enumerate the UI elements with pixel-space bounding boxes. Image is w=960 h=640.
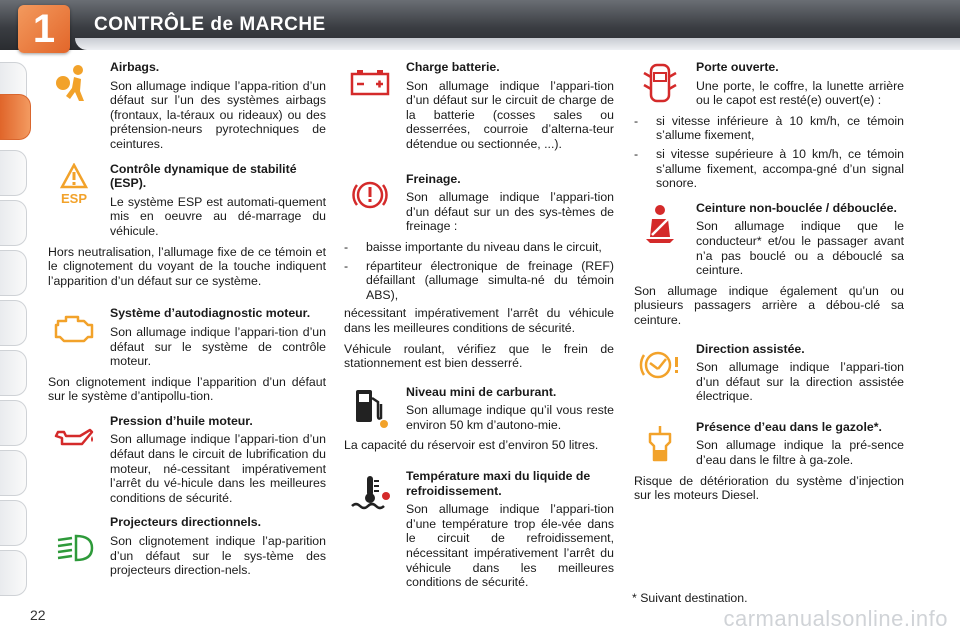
door-text: Une porte, le coffre, la lunette arrière ou le capot est resté(e) ouvert(e) : bbox=[696, 78, 904, 108]
side-tab-9[interactable] bbox=[0, 450, 27, 496]
fuel-text-2: La capacité du réservoir est d’environ 50 litres. bbox=[344, 438, 599, 453]
header-bar bbox=[0, 0, 960, 50]
esp-section bbox=[48, 162, 326, 289]
airbags-title: Airbags. bbox=[110, 60, 160, 74]
side-tab-10[interactable] bbox=[0, 500, 27, 546]
brakes-section bbox=[344, 172, 614, 371]
side-tab-active[interactable] bbox=[0, 94, 31, 140]
header-shine bbox=[75, 38, 960, 50]
esp-text-1: Le système ESP est automati-quement mis en oeuvre au dé-marrage du véhicule. bbox=[110, 194, 326, 238]
engine-title: Système d’autodiagnostic moteur. bbox=[110, 306, 311, 321]
brakes-text: Son allumage indique l’appari-tion d’un défaut sur un des sys-tèmes de freinage : bbox=[406, 190, 614, 234]
esp-text-2: Hors neutralisation, l’allumage fixe de ce témoin et le clignotement du voyant de la touche indiquent l’apparition d’un défaut sur ce système. bbox=[48, 244, 326, 288]
side-tab-5[interactable] bbox=[0, 250, 27, 296]
fuel-section bbox=[344, 385, 614, 453]
door-item-2: - si vitesse supérieure à 10 km/h, ce témoin s’allume fixement, accompa-gné d’un signal sonore. bbox=[634, 146, 904, 191]
side-tab-8[interactable] bbox=[0, 400, 27, 446]
steering-text: Son allumage indique l’appari-tion d’un défaut sur la direction assistée électrique. bbox=[696, 360, 904, 404]
oil-text: Son allumage indique l’appari-tion d’un défaut dans le circuit de lubrification du moteur, né-cessitant impérativement l’arrêt du vé-hicule dans les meilleures conditions de sécurité. bbox=[110, 432, 326, 505]
side-tab-11[interactable] bbox=[0, 550, 27, 596]
oil-title: Pression d’huile moteur. bbox=[110, 413, 253, 428]
page-number: 22 bbox=[30, 607, 46, 623]
headlamps-text: Son clignotement indique l’ap-parition d’un défaut sur le sys-tème des projecteurs direction-nels. bbox=[110, 534, 326, 578]
coolant-section bbox=[344, 469, 614, 590]
water-in-diesel-icon bbox=[634, 420, 686, 466]
oil-can-icon bbox=[48, 414, 100, 460]
engine-text-1: Son allumage indique l’appari-tion d’un défaut sur le système de contrôle moteur. bbox=[110, 324, 326, 369]
side-tab-7[interactable] bbox=[0, 350, 27, 396]
water-section bbox=[634, 420, 904, 503]
water-title: Présence d’eau dans le gazole*. bbox=[696, 419, 882, 434]
seatbelt-text: Son allumage indique que le conducteur* et/ou le passager avant n’a pas bouclé ou a débouclé sa ceinture. bbox=[696, 219, 904, 278]
door-item-1: - si vitesse inférieure à 10 km/h, ce témoin s’allume fixement, bbox=[634, 113, 904, 143]
steering-section bbox=[634, 342, 904, 404]
chapter-number: 1 bbox=[18, 5, 70, 53]
battery-text: Son allumage indique l’appari-tion d’un défaut sur le circuit de charge de la batterie (cosses sales ou desserrées, courroie d’alterna-teur détendue ou sectionnée, ...). bbox=[406, 78, 614, 151]
coolant-temperature-icon bbox=[344, 469, 396, 515]
seatbelt-section bbox=[634, 201, 904, 328]
airbags-text: Son allumage indique l’appa-rition d’un défaut sur l’un des systèmes airbags (frontaux, la-téraux ou rideaux) ou des prétension-neurs pyrotechniques de ceintures. bbox=[110, 78, 326, 151]
door-open-icon bbox=[634, 60, 686, 106]
engine-section bbox=[48, 306, 326, 404]
water-text-2: Risque de détérioration du système d’injection sur les moteurs Diesel. bbox=[634, 473, 904, 503]
seatbelt-title: Ceinture non-bouclée / débouclée. bbox=[696, 200, 897, 215]
footnote: * Suivant destination. bbox=[632, 591, 748, 605]
coolant-text: Son allumage indique l’appari-tion d’une température trop éle-vée dans le circuit de refroidissement, nécessitant impérativement l’arrêt du véhicule dans les meilleures conditions de sécurité. bbox=[406, 502, 614, 590]
esp-title: Contrôle dynamique de stabilité (ESP). bbox=[110, 161, 297, 191]
airbags-section bbox=[48, 60, 326, 152]
water-text: Son allumage indique la pré-sence d’eau dans le filtre à ga-zole. bbox=[696, 438, 904, 468]
brakes-item-1: - baisse importante du niveau dans le circuit, bbox=[344, 239, 602, 254]
fuel-pump-icon bbox=[344, 385, 396, 431]
watermark: carmanualsonline.info bbox=[723, 606, 948, 631]
side-tab-6[interactable] bbox=[0, 300, 27, 346]
power-steering-icon bbox=[634, 342, 686, 388]
headlamps-section bbox=[48, 515, 326, 577]
fuel-title: Niveau mini de carburant. bbox=[406, 384, 557, 399]
battery-title: Charge batterie. bbox=[406, 60, 500, 74]
side-tab-4[interactable] bbox=[0, 200, 27, 246]
airbag-icon bbox=[48, 60, 100, 106]
coolant-title: Température maxi du liquide de refroidissement. bbox=[406, 469, 591, 498]
esp-icon-text: ESP bbox=[60, 190, 88, 206]
seatbelt-icon bbox=[634, 201, 686, 247]
column-3 bbox=[634, 60, 904, 513]
headlamps-title: Projecteurs directionnels. bbox=[110, 515, 262, 530]
esp-icon bbox=[48, 162, 100, 208]
brake-warning-icon bbox=[344, 172, 396, 218]
column-2 bbox=[344, 60, 614, 600]
directional-headlamp-icon bbox=[48, 525, 100, 571]
door-section bbox=[634, 60, 904, 191]
brakes-item-2: - répartiteur électronique de freinage (REF) défaillant (allumage simulta-né du témoin ABS), bbox=[344, 258, 614, 302]
brakes-text-3: Véhicule roulant, vérifiez que le frein de stationnement est bien desserré. bbox=[344, 341, 614, 371]
engine-icon bbox=[48, 306, 100, 352]
door-title: Porte ouverte. bbox=[696, 60, 779, 74]
battery-section bbox=[344, 60, 614, 152]
battery-icon bbox=[344, 60, 396, 106]
seatbelt-text-2: Son allumage indique également qu’un ou plusieurs passagers arrière a débou-clé sa ceinture. bbox=[634, 283, 904, 327]
brakes-text-2: nécessitant impérativement l’arrêt du véhicule dans les meilleures conditions de sécurité. bbox=[344, 306, 614, 335]
brakes-title: Freinage. bbox=[406, 171, 461, 186]
page-title: CONTRÔLE de MARCHE bbox=[94, 14, 326, 35]
steering-title: Direction assistée. bbox=[696, 341, 805, 356]
engine-text-2: Son clignotement indique l’apparition d’un défaut sur le système d’antipollu-tion. bbox=[48, 374, 326, 404]
side-tab-3[interactable] bbox=[0, 150, 27, 196]
column-1 bbox=[48, 60, 326, 588]
fuel-text: Son allumage indique qu’il vous reste environ 50 km d’autono-mie. bbox=[406, 403, 614, 432]
oil-section bbox=[48, 414, 326, 506]
